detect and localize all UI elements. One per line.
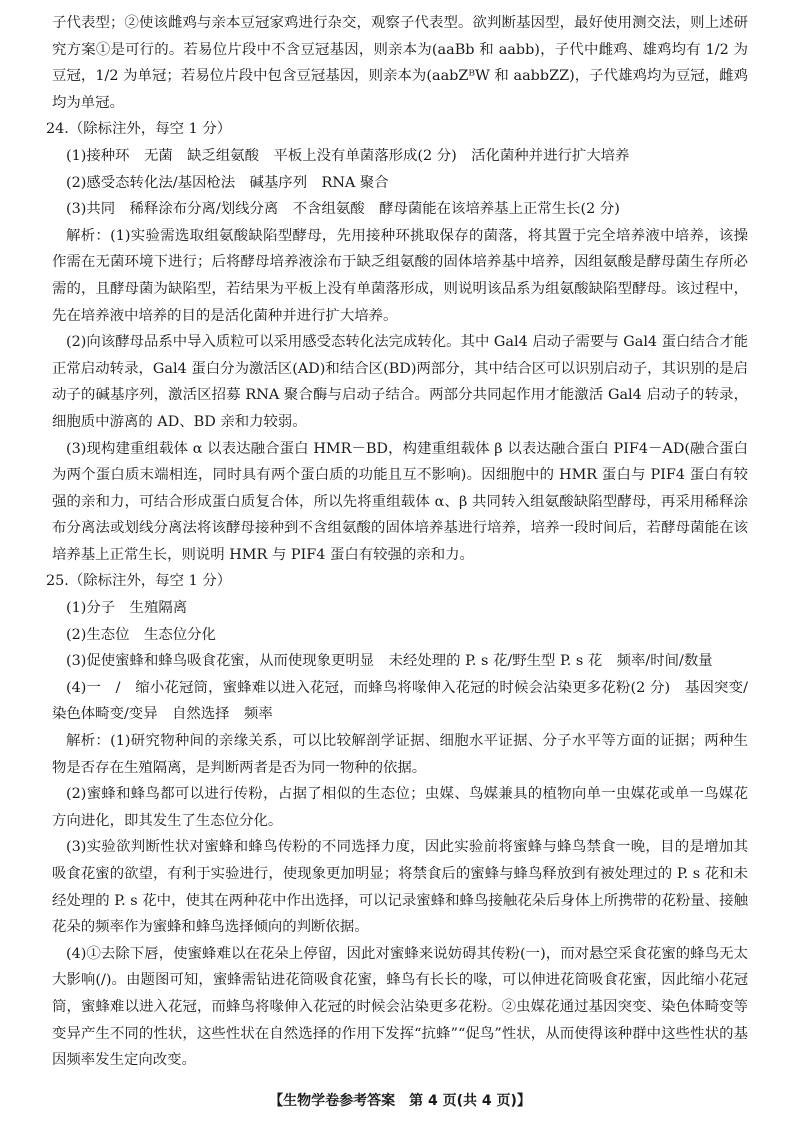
q23-conclusion: 子代表型；②使该雌鸡与亲本豆冠家鸡进行杂交，观察子代表型。欲判断基因型，最好使用测交法，则上述研究方案①是可行的。若易位片段中不含豆冠基因，则亲本为(aaBb 和 aabb)，子代中雌鸡、雄鸡均有 1/2 为豆冠，1/2 为单冠；若易位片段中包含豆冠基因，则亲本为(aabZᴮW 和 aabbZZ)，子代雄鸡均为豆冠，雌鸡均为单冠。 xyxy=(52,15,748,111)
q25-answer-1: (1)分子 生殖隔离 xyxy=(66,600,188,617)
q24-answer-1: (1)接种环 无菌 缺乏组氨酸 平板上没有单菌落形成(2 分) 活化菌种并进行扩大培养 xyxy=(66,147,630,164)
q24-analysis-1: 解析：(1)实验需选取组氨酸缺陷型酵母，先用接种环挑取保存的菌落，将其置于完全培养液中培养，该操作需在无菌环境下进行；后将酵母培养液涂布于缺乏组氨酸的固体培养基中培养，因组氨酸是酵母菌生存所必需的，且酵母菌为缺陷型，若结果为平板上没有单菌落形成，则说明该品系为组氨酸缺陷型酵母。该过程中，先在培养液中培养的目的是活化菌种并进行扩大培养。 xyxy=(52,227,748,324)
q25-analysis-3: (3)实验欲判断性状对蜜蜂和蜂鸟传粉的不同选择力度，因此实验前将蜜蜂与蜂鸟禁食一晚，目的是增加其吸食花蜜的欲望，有利于实验进行，使现象更加明显；将禁食后的蜜蜂与蜂鸟释放到有被处理过的 P. s 花和未经处理的 P. s 花中，使其在两种花中作出选择，可以记录蜜蜂和蜂鸟接触花朵后身体上所携带的花粉量、接触花朵的频率作为蜜蜂和蜂鸟选择倾向的判断依据。 xyxy=(52,839,748,936)
q25-answer-3: (3)促使蜜蜂和蜂鸟吸食花蜜，从而使现象更明显 未经处理的 P. s 花/野生型 P. s 花 频率/时间/数量 xyxy=(66,653,713,670)
q25-answer-4: (4)一 / 缩小花冠筒，蜜蜂难以进入花冠，而蜂鸟将喙伸入花冠的时候会沾染更多花粉(2 分) 基因突变/染色体畸变/变异 自然选择 频率 xyxy=(52,679,748,723)
q25-analysis-4: (4)①去除下唇，使蜜蜂难以在花朵上停留，因此对蜜蜂来说妨碍其传粉(一)，而对悬空采食花蜜的蜂鸟无太大影响(/)。由题图可知，蜜蜂需钻进花筒吸食花蜜，蜂鸟有长长的喙，可以伸进花筒吸食花蜜，因此缩小花冠筒，蜜蜂难以进入花冠，而蜂鸟将喙伸入花冠的时候会沾染更多花粉。②虫媒花通过基因突变、染色体畸变等变异产生不同的性状，这些性状在自然选择的作用下发挥“抗蜂”“促鸟”性状，从而使得该种群中这些性状的基因频率发生定向改变。 xyxy=(52,945,748,1069)
q25-analysis-1: 解析：(1)研究物种间的亲缘关系，可以比较解剖学证据、细胞水平证据、分子水平等方面的证据；两种生物是否存在生殖隔离，是判断两者是否为同一物种的依据。 xyxy=(52,733,748,776)
page-footer: 【生物学卷参考答案 第 4 页(共 4 页)】 xyxy=(269,1093,531,1109)
q24-analysis-3: (3)现构建重组载体 α 以表达融合蛋白 HMR－BD，构建重组载体 β 以表达融合蛋白 PIF4－AD(融合蛋白为两个蛋白质末端相连，同时具有两个蛋白质的功能且互不影响)。因细胞中的 HMR 蛋白与 PIF4 蛋白有较强的亲和力，可结合形成蛋白质复合体，所以先将重组载体 α、β 共同转入组氨酸缺陷型酵母，再采用稀释涂布分离法或划线分离法将该酵母接种到不含组氨酸的固体培养基进行培养，培养一段时间后，若酵母菌能在该培养基上正常生长，则说明 HMR 与 PIF4 蛋白有较强的亲和力。 xyxy=(52,440,748,563)
q24-answer-2: (2)感受态转化法/基因枪法 碱基序列 RNA 聚合 xyxy=(66,174,389,191)
q24-header: 24.（除标注外，每空 1 分） xyxy=(46,121,232,138)
q25-answer-2: (2)生态位 生态位分化 xyxy=(66,626,216,643)
q24-analysis-2: (2)向该酵母品系中导入质粒可以采用感受态转化法完成转化。其中 Gal4 启动子需要与 Gal4 蛋白结合才能正常启动转录，Gal4 蛋白分为激活区(AD)和结合区(BD)两部分，其中结合区可以识别启动子，其识别的是启动子的碱基序列，激活区招募 RNA 聚合酶与启动子结合。两部分共同起作用才能激活 Gal4 启动子的转录，细胞质中游离的 AD、BD 亲和力较弱。 xyxy=(52,334,748,430)
q24-answer-3: (3)共同 稀释涂布分离/划线分离 不含组氨酸 酵母菌能在该培养基上正常生长(2 分) xyxy=(66,201,620,218)
q25-analysis-2: (2)蜜蜂和蜂鸟都可以进行传粉，占据了相似的生态位；虫媒、鸟媒兼具的植物向单一虫媒花或单一鸟媒花方向进化，即其发生了生态位分化。 xyxy=(52,786,748,829)
q25-header: 25.（除标注外，每空 1 分） xyxy=(46,573,232,590)
